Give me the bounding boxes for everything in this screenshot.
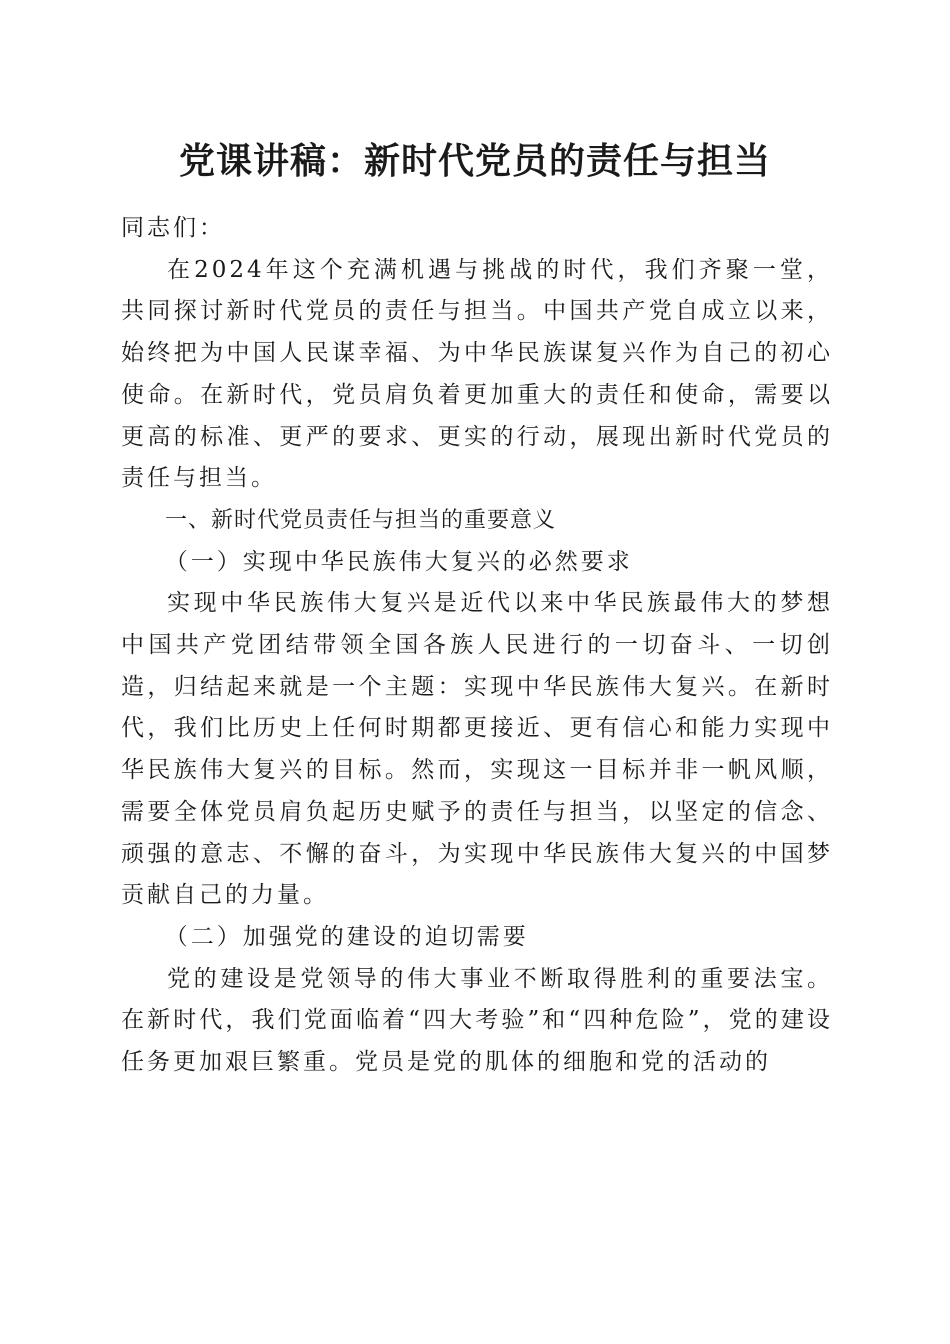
document-body: [121, 208, 833, 1084]
subsection-paragraph-1: 实现中华民族伟大复兴是近代以来中华民族最伟大的梦想中国共产党团结带领全国各族人民进行的一切奋斗、一切创造，归结起来就是一个主题：实现中华民族伟大复兴。在新时代，我们比历史上任何时期都更接近、更有信心和能力实现中华民族伟大复兴的目标。然而，实现这一目标并非一帆风顺，需要全体党员肩负起历史赋予的责任与担当，以坚定的信念、顽强的意志、不懈的奋斗，为实现中华民族伟大复兴的中国梦贡献自己的力量。: [121, 590, 833, 909]
section-heading-1: 一、新时代党员责任与担当的重要意义: [165, 507, 557, 533]
subsection-paragraph-2: 党的建设是党领导的伟大事业不断取得胜利的重要法宝。在新时代，我们党面临着“四大考验”和“四种危险”，党的建设任务更加艰巨繁重。党员是党的肌体的细胞和党的活动的: [121, 965, 833, 1076]
salutation: 同志们：: [121, 215, 225, 241]
subsection-heading-2: （二）加强党的建设的迫切需要: [164, 923, 529, 950]
subsection-heading-1: （一）实现中华民族伟大复兴的必然要求: [164, 548, 633, 575]
intro-paragraph: 在2024年这个充满机遇与挑战的时代，我们齐聚一堂，共同探讨新时代党员的责任与担当。中国共产党自成立以来，始终把为中国人民谋幸福、为中华民族谋复兴作为自己的初心使命。在新时代，党员肩负着更加重大的责任和使命，需要以更高的标准、更严的要求、更实的行动，展现出新时代党员的责任与担当。: [121, 256, 833, 492]
page-title: 党课讲稿：新时代党员的责任与担当: [178, 141, 771, 182]
